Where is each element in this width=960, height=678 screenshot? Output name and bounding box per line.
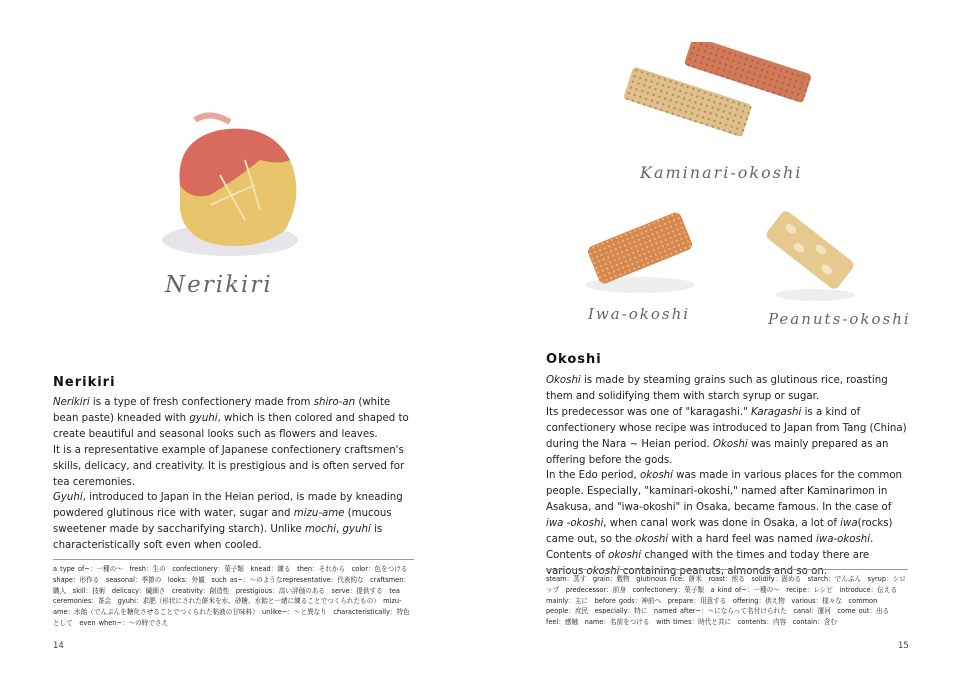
nerikiri-heading: Nerikiri bbox=[53, 375, 116, 390]
italic-term: okoshi bbox=[608, 549, 642, 561]
nerikiri-caption: Nerikiri bbox=[165, 272, 273, 298]
nerikiri-body bbox=[53, 395, 414, 554]
text-run: (mucous sweetener made by saccharifying starch). Unlike bbox=[53, 508, 392, 536]
italic-term: Nerikiri bbox=[53, 397, 90, 408]
okoshi-glossary: steam：蒸す grain：穀物 glutinous rice：餅米 roast：煎る solidify：固める starch：でんぷん syrup：シロップ predecessor：前身 confectionery：菓子類 a kind of~：一種の～ recipe：レシピ introduce：伝える mainly：主に before gods：神前へ prepare：用意する offering：供え物 various：様々な common people：庶民 especially：特に named after~：～にならって名付けられた canal：運河 come out：出る feel：感触 name：名前をつける with times：時代と共に contents：内容 contain：含む bbox=[546, 575, 906, 627]
body-paragraph bbox=[53, 490, 414, 554]
italic-term: iwa-okoshi bbox=[816, 534, 871, 546]
page-number-left: 14 bbox=[53, 641, 64, 651]
italic-term: Okoshi bbox=[546, 375, 581, 386]
text-run: is a kind of confectionery whose recipe was introduced to Japan from Tang (China) during the Nara ~ Heian period. bbox=[546, 406, 907, 450]
okoshi-body bbox=[546, 373, 908, 580]
body-paragraph bbox=[53, 395, 414, 443]
text-run: (white bean paste) kneaded with bbox=[53, 397, 391, 424]
right-page bbox=[480, 0, 960, 678]
text-run: , when canal work was done in Osaka, a lot of bbox=[603, 518, 841, 530]
iwa-okoshi-illustration bbox=[580, 203, 700, 298]
kaminari-okoshi-caption: Kaminari-okoshi bbox=[640, 163, 803, 182]
italic-term: Okoshi bbox=[713, 438, 748, 450]
peanuts-okoshi-illustration bbox=[760, 205, 860, 305]
text-run: changed with the times and today there are various bbox=[546, 549, 870, 577]
nerikiri-illustration bbox=[150, 100, 320, 270]
italic-term: mochi bbox=[305, 524, 337, 536]
italic-term: gyuhi bbox=[189, 412, 218, 424]
body-paragraph bbox=[546, 405, 908, 469]
peanuts-okoshi-caption: Peanuts-okoshi bbox=[768, 310, 911, 328]
okoshi-heading: Okoshi bbox=[546, 352, 602, 367]
text-run: It is a representative example of Japanese confectionery craftsmen's skills, delicacy, and creativity. It is prestigious and is often served for tea ceremonies. bbox=[53, 444, 405, 488]
italic-term: shiro-an bbox=[313, 397, 356, 408]
italic-term: mizu-ame bbox=[293, 508, 345, 520]
italic-term: Gyuhi bbox=[53, 492, 83, 504]
text-run: . Contents of bbox=[546, 534, 874, 561]
text-run: is made by steaming grains such as glutinous rice, roasting them and solidifying them with starch syrup or sugar. bbox=[546, 375, 888, 402]
text-run: is a type of fresh confectionery made from bbox=[89, 397, 314, 408]
text-run: Its predecessor was one of "karagashi." bbox=[546, 406, 752, 418]
body-paragraph bbox=[546, 468, 908, 579]
text-run: containing peanuts, almonds and so on. bbox=[619, 565, 828, 577]
kaminari-okoshi-illustration bbox=[615, 42, 815, 157]
iwa-okoshi-caption: Iwa-okoshi bbox=[588, 305, 691, 323]
right-glossary-rule bbox=[546, 569, 908, 570]
italic-term: Karagashi bbox=[751, 406, 802, 418]
italic-term: okoshi bbox=[635, 534, 669, 546]
page-number-right: 15 bbox=[898, 641, 909, 651]
italic-term: okoshi bbox=[586, 565, 620, 577]
nerikiri-glossary: a type of~：一種の～ fresh：生の confectionery：菓子類 knead：練る then：それから color：色をつける shape：形作る seasonal：季節の looks：外観 such as~：～のようなrepresentative：代表的な craftsmen：職人 skill：技術 delicacy：繊細さ creativity：創造性 prestigious：高い評価のある serve：提供する tea ceremonies：茶会 gyuhi：求肥（形状にされた餅米を水、砂糖、水飴と一緒に練ることでつくられたもの） mizu-ame：水飴（でんぷんを糖化させることでつくられた粘液の甘味料） unlike~：～と異なり characteristically：特色として even when~：～の時でさえ bbox=[53, 565, 415, 627]
italic-term: gyuhi bbox=[342, 524, 371, 536]
text-run: , bbox=[336, 524, 343, 536]
italic-term: okoshi bbox=[639, 470, 673, 482]
text-run: was made in various places for the common people. Especially, "kaminari-okoshi," named after Kaminarimon in Asakusa, and "iwa-okoshi" in Osaka, became famous. In the case of bbox=[546, 470, 903, 514]
left-glossary-rule bbox=[53, 559, 414, 560]
body-paragraph bbox=[53, 443, 414, 491]
text-run: was mainly prepared as an offering before the gods. bbox=[546, 438, 889, 466]
text-run: with a hard feel was named bbox=[668, 534, 817, 546]
text-run: is characteristically soft even when cooled. bbox=[53, 524, 383, 552]
text-run: In the Edo period, bbox=[546, 470, 640, 482]
italic-term: iwa bbox=[840, 518, 858, 530]
italic-term: iwa -okoshi bbox=[546, 518, 604, 530]
text-run: (rocks) came out, so the bbox=[546, 518, 893, 546]
body-paragraph bbox=[546, 373, 908, 405]
text-run: , introduced to Japan in the Heian period, is made by kneading powdered glutinous rice with water, sugar and bbox=[53, 492, 403, 520]
text-run: , which is then colored and shaped to create beautiful and seasonal looks such as flowers and leaves. bbox=[53, 412, 409, 440]
